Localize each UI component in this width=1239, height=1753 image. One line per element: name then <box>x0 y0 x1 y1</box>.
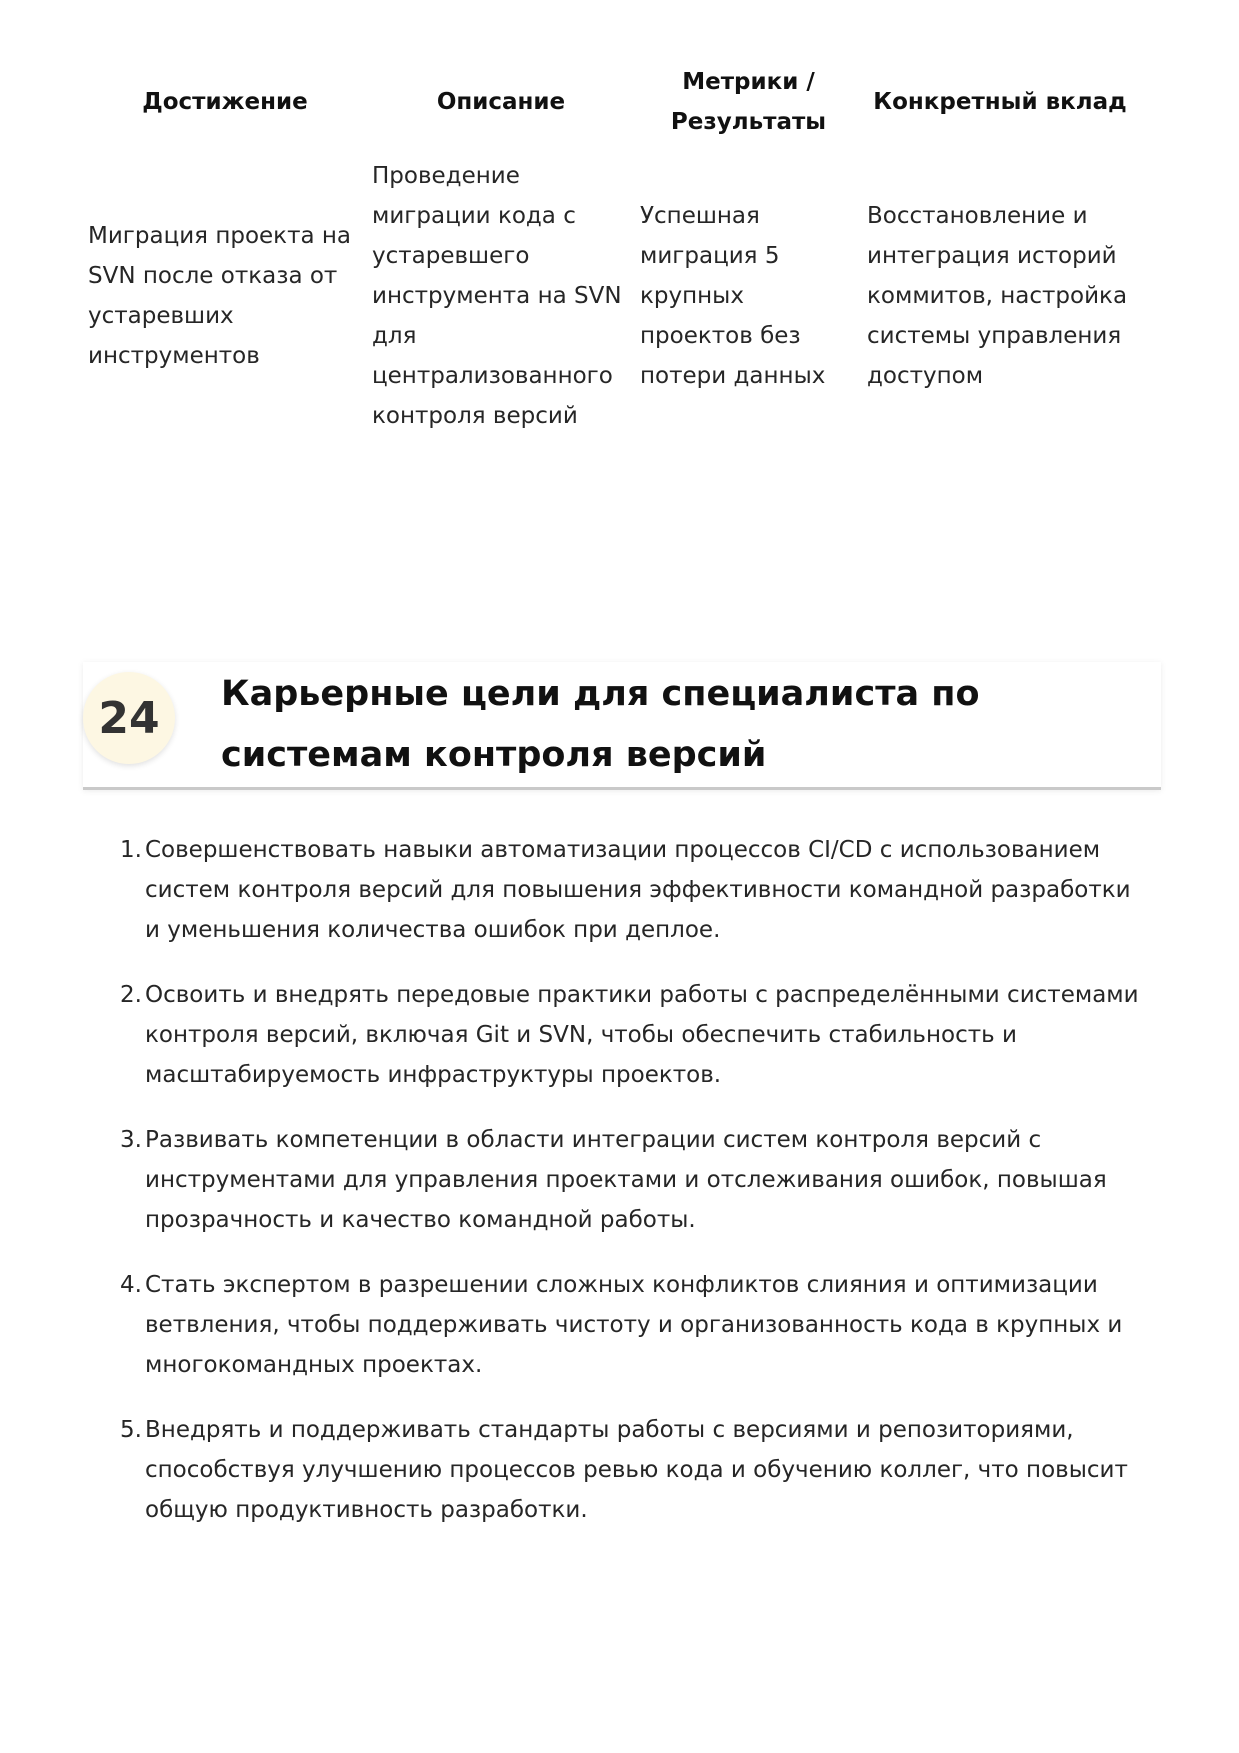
cell-contribution: Восстановление и интеграция историй коммитов, настройка системы управления доступом <box>867 203 1128 389</box>
achievements-table <box>83 62 1138 436</box>
section-title: Карьерные цели для специалиста по системам контроля версий <box>221 674 980 775</box>
list-item-number: 1. <box>120 837 142 863</box>
header-achievement: Достижение <box>142 89 308 115</box>
table-row <box>83 156 1138 436</box>
list-item-text: Развивать компетенции в области интеграции систем контроля версий с инструментами для управления проектами и отслеживания ошибок, повышая прозрачность и качество командной работы. <box>145 1127 1107 1233</box>
list-item-number: 4. <box>120 1272 142 1298</box>
cell-metrics: Успешная миграция 5 крупных проектов без потери данных <box>640 203 826 389</box>
table-header-row <box>83 62 1138 156</box>
list-item-text: Совершенствовать навыки автоматизации процессов CI/CD с использованием систем контроля версий для повышения эффективности командной разработки и уменьшения количества ошибок при деплое. <box>145 837 1131 943</box>
list-item <box>120 975 1145 1095</box>
list-item <box>120 830 1145 950</box>
section-number-badge: 24 <box>83 672 175 764</box>
list-item-text: Стать экспертом в разрешении сложных конфликтов слияния и оптимизации ветвления, чтобы поддерживать чистоту и организованность кода в крупных и многокомандных проектах. <box>145 1272 1123 1378</box>
cell-achievement: Миграция проекта на SVN после отказа от устаревших инструментов <box>88 223 352 369</box>
career-goals-list <box>120 830 1145 1555</box>
header-description: Описание <box>436 89 566 115</box>
list-item <box>120 1120 1145 1240</box>
list-item-number: 3. <box>120 1127 142 1153</box>
list-item-number: 5. <box>120 1417 142 1443</box>
list-item-text: Освоить и внедрять передовые практики работы с распределёнными системами контроля версий, включая Git и SVN, чтобы обеспечить стабильность и масштабируемость инфраструктуры проектов. <box>145 982 1139 1088</box>
section-header <box>83 662 1161 790</box>
header-metrics: Метрики / Результаты <box>670 69 827 135</box>
list-item-number: 2. <box>120 982 142 1008</box>
cell-description: Проведение миграции кода с устаревшего инструмента на SVN для централизованного контроля версий <box>372 163 622 429</box>
header-contribution: Конкретный вклад <box>873 89 1127 115</box>
list-item-text: Внедрять и поддерживать стандарты работы с версиями и репозиториями, способствуя улучшению процессов ревью кода и обучению коллег, что повысит общую продуктивность разработки. <box>145 1417 1128 1523</box>
list-item <box>120 1410 1145 1530</box>
list-item <box>120 1265 1145 1385</box>
